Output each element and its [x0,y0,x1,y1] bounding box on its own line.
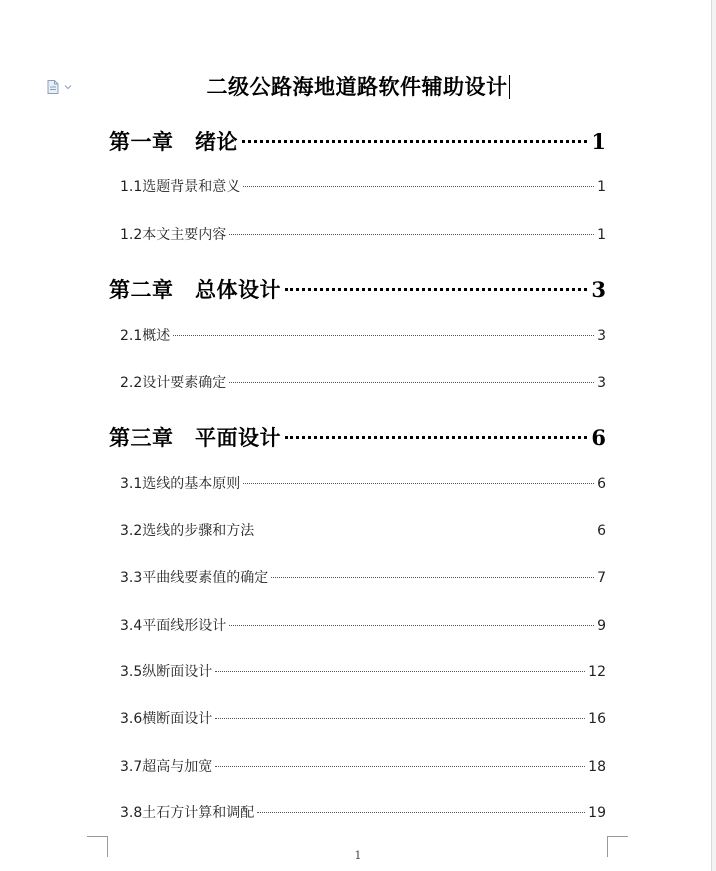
toc-page: 19 [588,805,606,821]
toc-label: 3.7超高与加宽 [120,759,213,775]
toc-page: 6 [597,476,606,492]
toc-section-2-2[interactable] [120,372,606,394]
toc-page: 1 [597,227,606,243]
toc-leader [243,483,594,484]
toc-section-3-2[interactable] [120,520,606,542]
toc-section-3-7[interactable] [120,756,606,778]
toc-leader [271,577,594,578]
toc-page: 1 [591,129,606,154]
toc-chapter-1[interactable] [109,127,606,157]
toc-label: 3.1选线的基本原则 [120,476,241,492]
toc-label: 3.5纵断面设计 [120,664,213,680]
toc-label: 3.8土石方计算和调配 [120,805,255,821]
toc-page: 16 [588,711,606,727]
toc-section-3-6[interactable] [120,708,606,730]
toc-page: 6 [597,523,606,539]
toc-section-1-2[interactable] [120,224,606,246]
toc-section-3-4[interactable] [120,615,606,637]
toc-chapter-2[interactable] [109,275,606,305]
toc-leader [285,436,587,439]
toc-page: 9 [597,618,606,634]
window-right-edge [711,0,716,871]
document-title[interactable] [0,72,716,102]
toc-section-1-1[interactable] [120,176,606,198]
toc-label: 3.6横断面设计 [120,711,213,727]
toc-leader [229,625,594,626]
toc-label: 第一章 绪论 [109,129,238,154]
toc-label: 第三章 平面设计 [109,425,281,450]
toc-section-2-1[interactable] [120,325,606,347]
toc-leader [229,234,594,235]
footer-page-number: 1 [354,849,362,862]
toc-page: 3 [597,328,606,344]
toc-label: 1.1选题背景和意义 [120,179,241,195]
toc-leader [243,186,594,187]
text-cursor [509,75,510,99]
toc-label: 2.2设计要素确定 [120,375,227,391]
toc-leader [229,382,594,383]
toc-section-3-5[interactable] [120,661,606,683]
document-title-text: 二级公路海地道路软件辅助设计 [206,74,508,99]
toc-label: 第二章 总体设计 [109,277,281,302]
toc-label: 3.3平曲线要素值的确定 [120,570,269,586]
toc-section-3-1[interactable] [120,473,606,495]
toc-page: 12 [588,664,606,680]
toc-page: 1 [597,179,606,195]
toc-leader [173,335,594,336]
toc-page: 3 [591,277,606,302]
toc-leader [215,766,585,767]
toc-leader [215,718,585,719]
toc-page: 6 [591,425,606,450]
toc-page: 3 [597,375,606,391]
toc-leader [257,530,594,531]
toc-leader [215,671,585,672]
toc-section-3-8[interactable] [120,802,606,824]
toc-leader [285,288,587,291]
toc-label: 3.2选线的步骤和方法 [120,523,255,539]
toc-label: 3.4平面线形设计 [120,618,227,634]
toc-label: 1.2本文主要内容 [120,227,227,243]
toc-chapter-3[interactable] [109,423,606,453]
toc-page: 18 [588,759,606,775]
toc-leader [257,812,585,813]
toc-leader [242,140,587,143]
toc-label: 2.1概述 [120,328,171,344]
toc-section-3-3[interactable] [120,567,606,589]
toc-page: 7 [597,570,606,586]
